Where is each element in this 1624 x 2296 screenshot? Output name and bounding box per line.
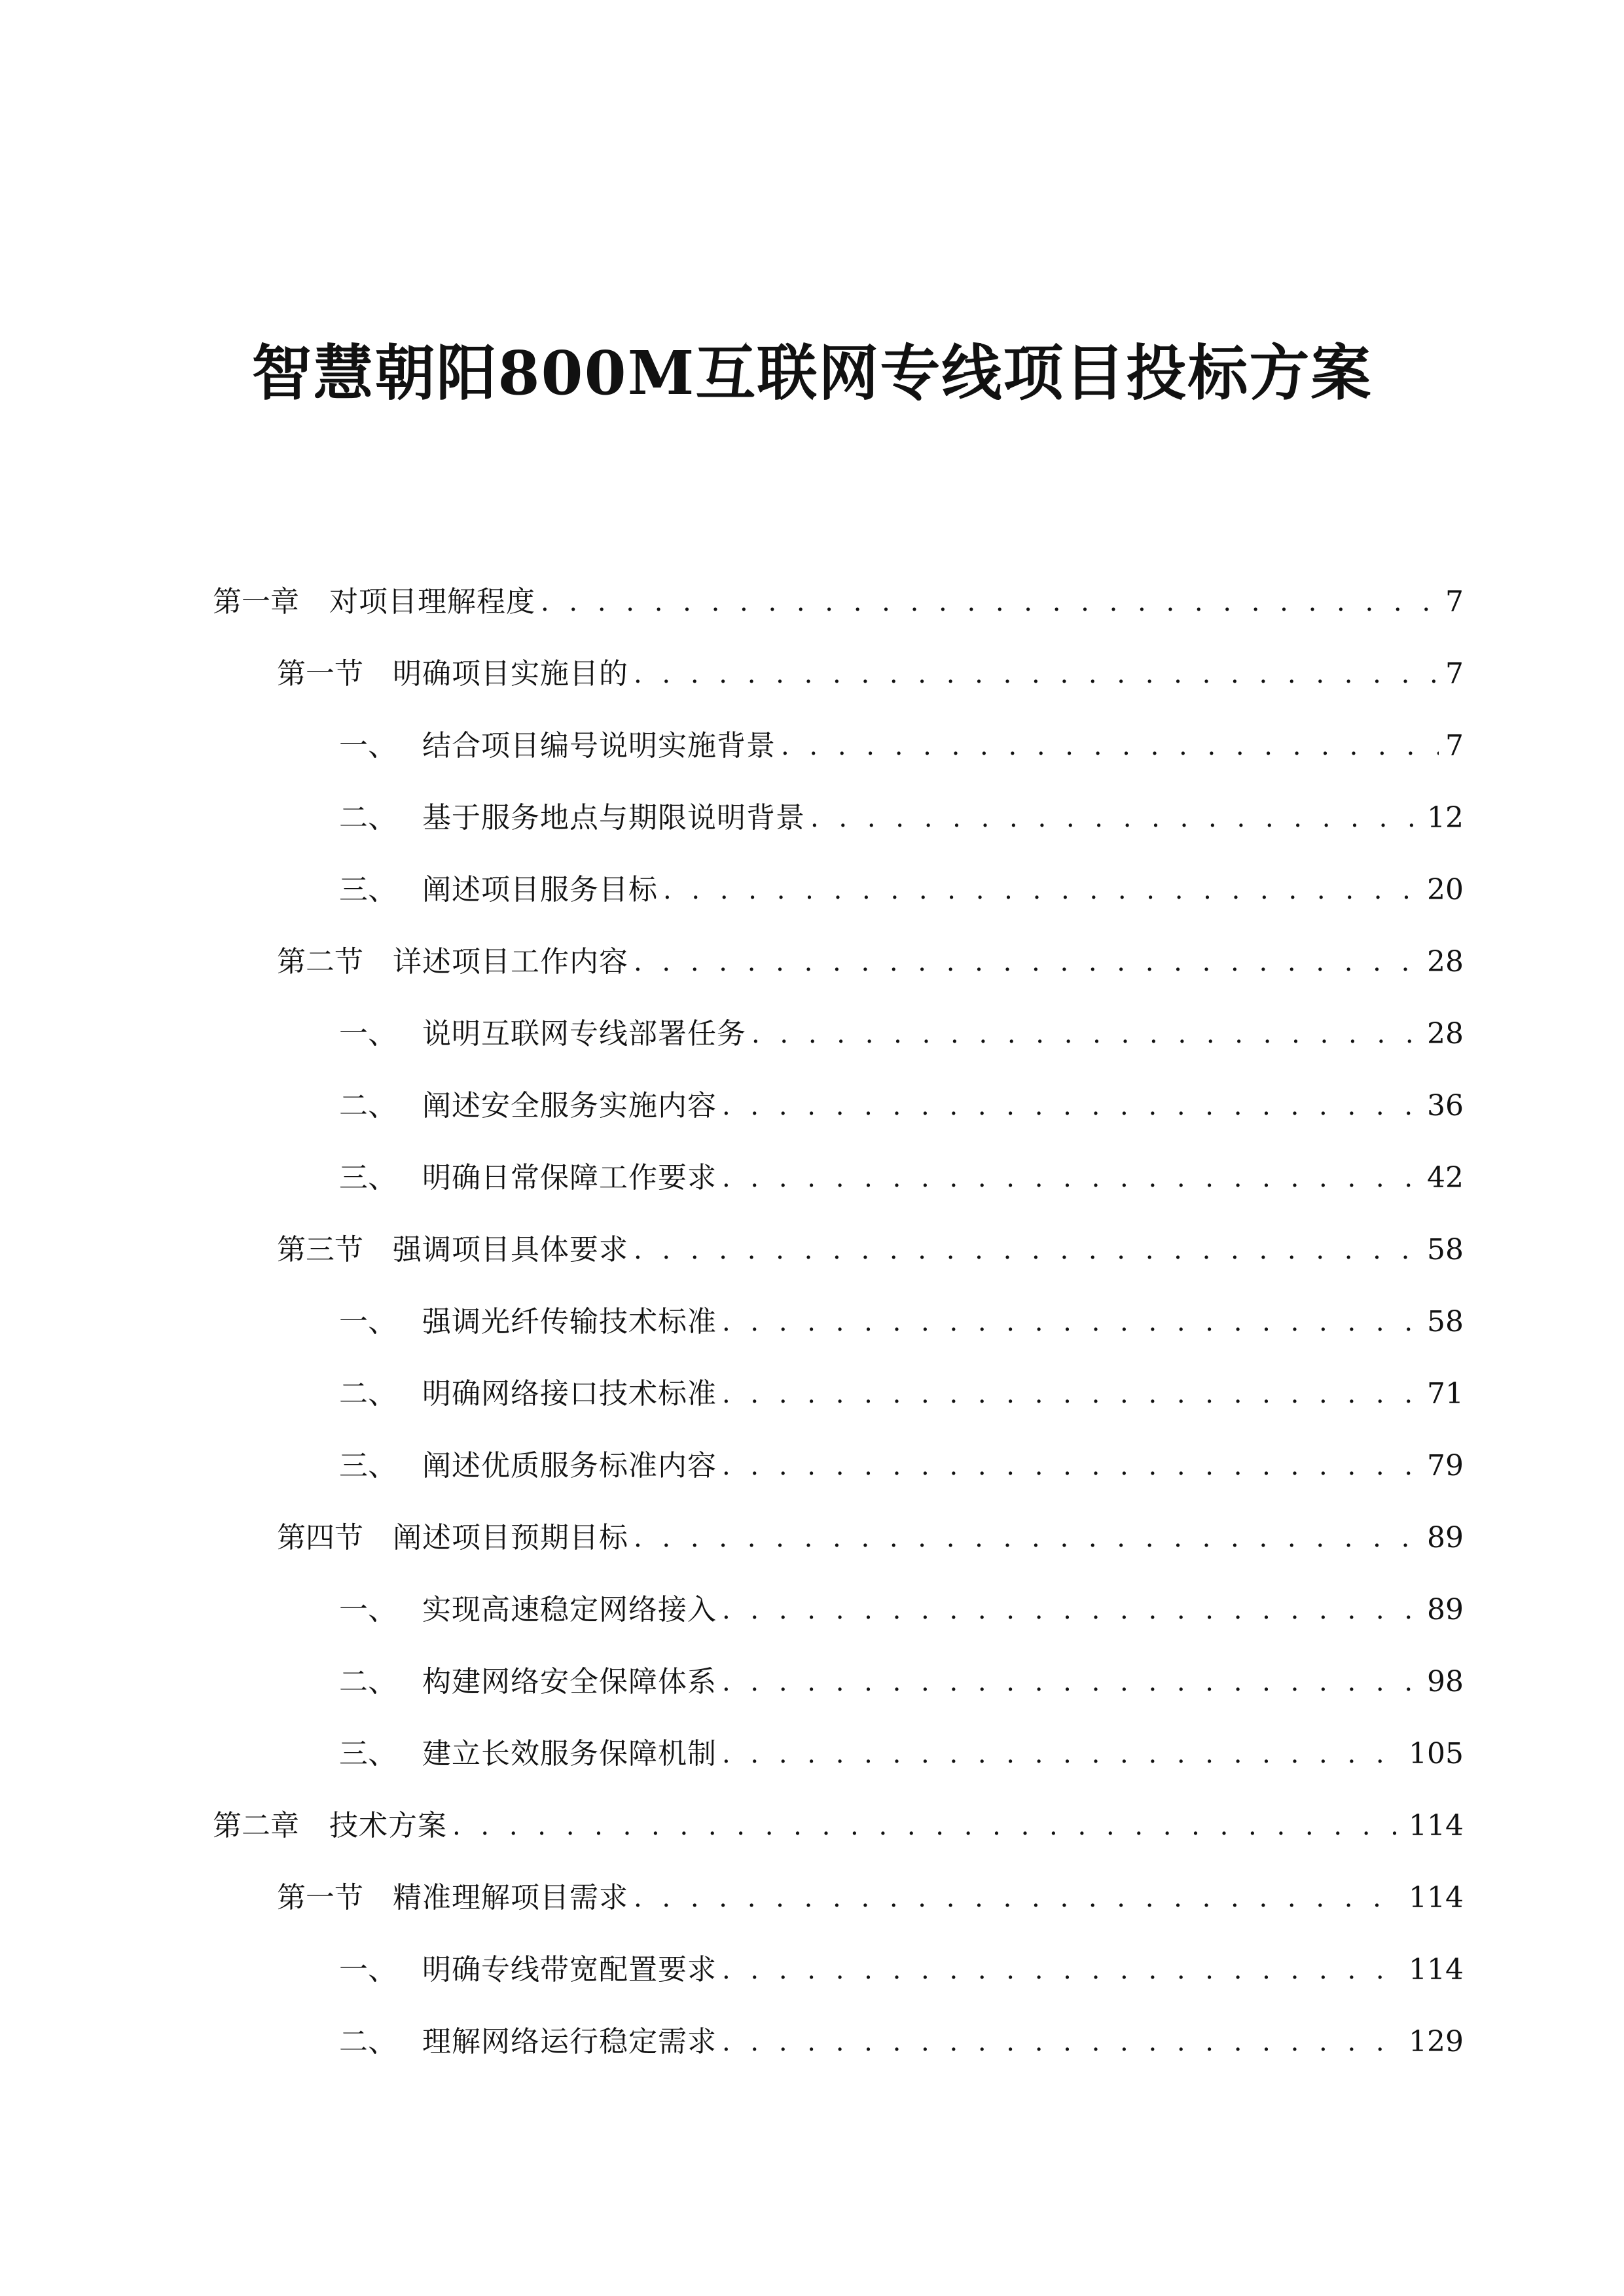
- toc-dot-leader: [541, 583, 1439, 622]
- toc-entry[interactable]: [339, 1073, 1464, 1126]
- toc-dot-leader: [722, 1662, 1420, 1702]
- toc-entry-title: 精准理解项目需求: [393, 1881, 628, 1914]
- toc-entry-number: 一、: [339, 1017, 397, 1050]
- toc-entry-number: 一、: [339, 1953, 397, 1986]
- toc-dot-leader: [634, 1230, 1420, 1270]
- toc-dot-leader: [634, 1878, 1402, 1918]
- toc-dot-leader: [722, 1374, 1420, 1414]
- toc-entry[interactable]: [339, 1577, 1464, 1630]
- toc-entry-page: 42: [1427, 1161, 1464, 1194]
- toc-entry-page: 89: [1427, 1593, 1464, 1626]
- toc-entry-number: 三、: [339, 1161, 397, 1194]
- toc-entry-page: 12: [1427, 801, 1464, 834]
- toc-dot-leader: [722, 1446, 1420, 1486]
- toc-entry-number: 第一节: [277, 1881, 363, 1914]
- toc-entry-number: 第一章: [213, 585, 299, 619]
- toc-entry[interactable]: [339, 1361, 1464, 1414]
- toc-dot-leader: [722, 1950, 1402, 1990]
- toc-entry-title: 构建网络安全保障体系: [422, 1665, 717, 1698]
- toc-entry[interactable]: [277, 929, 1464, 982]
- toc-entry-title: 阐述项目预期目标: [393, 1521, 628, 1554]
- toc-entry-page: 89: [1427, 1521, 1464, 1554]
- toc-entry-number: 第二章: [213, 1809, 299, 1842]
- toc-entry-page: 105: [1409, 1737, 1464, 1770]
- toc-entry-page: 114: [1409, 1809, 1464, 1842]
- toc-dot-leader: [722, 1086, 1420, 1126]
- toc-dot-leader: [722, 2022, 1402, 2062]
- toc-entry-title: 强调光纤传输技术标准: [422, 1305, 717, 1338]
- toc-entry[interactable]: [339, 1721, 1464, 1774]
- toc-dot-leader: [663, 870, 1420, 910]
- toc-entry[interactable]: [339, 1289, 1464, 1342]
- toc-entry[interactable]: [339, 1145, 1464, 1198]
- toc-dot-leader: [634, 655, 1439, 694]
- toc-entry-number: 第二节: [277, 945, 363, 978]
- toc-entry-title: 详述项目工作内容: [393, 945, 628, 978]
- toc-dot-leader: [634, 942, 1420, 982]
- toc-entry-title: 明确项目实施目的: [393, 657, 628, 691]
- toc-entry-page: 58: [1427, 1305, 1464, 1338]
- toc-entry[interactable]: [339, 2009, 1464, 2062]
- toc-entry-title: 实现高速稳定网络接入: [422, 1593, 717, 1626]
- toc-entry-page: 28: [1427, 945, 1464, 978]
- toc-entry-number: 二、: [339, 1377, 397, 1410]
- toc-entry[interactable]: [339, 713, 1464, 766]
- toc-entry-page: 98: [1427, 1665, 1464, 1698]
- toc-entry-page: 114: [1409, 1881, 1464, 1914]
- toc-dot-leader: [751, 1014, 1420, 1054]
- toc-entry-title: 明确网络接口技术标准: [422, 1377, 717, 1410]
- toc-entry-page: 36: [1427, 1089, 1464, 1122]
- toc-entry-title: 技术方案: [329, 1809, 447, 1842]
- toc-entry-title: 阐述优质服务标准内容: [422, 1449, 717, 1482]
- toc-entry-number: 第四节: [277, 1521, 363, 1554]
- toc-entry-number: 二、: [339, 2025, 397, 2058]
- toc-entry-number: 二、: [339, 801, 397, 834]
- toc-entry-number: 一、: [339, 1305, 397, 1338]
- toc-entry-number: 一、: [339, 729, 397, 762]
- toc-entry-page: 114: [1409, 1953, 1464, 1986]
- toc-entry-page: 71: [1427, 1377, 1464, 1410]
- toc-entry-number: 第三节: [277, 1233, 363, 1266]
- toc-entry-number: 第一节: [277, 657, 363, 691]
- toc-dot-leader: [722, 1734, 1402, 1774]
- toc-entry-page: 58: [1427, 1233, 1464, 1266]
- toc-entry-title: 基于服务地点与期限说明背景: [422, 801, 805, 834]
- toc-entry[interactable]: [339, 1649, 1464, 1702]
- toc-entry-page: 129: [1409, 2025, 1464, 2058]
- toc-entry-title: 明确日常保障工作要求: [422, 1161, 717, 1194]
- toc-entry-page: 20: [1427, 873, 1464, 906]
- toc-entry-number: 一、: [339, 1593, 397, 1626]
- toc-entry-title: 建立长效服务保障机制: [422, 1737, 717, 1770]
- toc-entry[interactable]: [277, 1217, 1464, 1270]
- toc-entry[interactable]: [277, 641, 1464, 694]
- toc-entry[interactable]: [339, 785, 1464, 838]
- toc-dot-leader: [810, 798, 1420, 838]
- toc-entry[interactable]: [277, 1505, 1464, 1558]
- toc-entry-title: 明确专线带宽配置要求: [422, 1953, 717, 1986]
- toc-entry-number: 二、: [339, 1089, 397, 1122]
- toc-entry-number: 二、: [339, 1665, 397, 1698]
- toc-entry-page: 7: [1445, 657, 1464, 691]
- toc-entry-title: 对项目理解程度: [329, 585, 535, 619]
- toc-dot-leader: [452, 1806, 1402, 1846]
- toc-entry-number: 三、: [339, 1737, 397, 1770]
- toc-entry[interactable]: [213, 1793, 1464, 1846]
- toc-entry-page: 7: [1445, 585, 1464, 619]
- toc-dot-leader: [722, 1302, 1420, 1342]
- toc-entry[interactable]: [339, 857, 1464, 910]
- toc-entry-title: 说明互联网专线部署任务: [422, 1017, 746, 1050]
- toc-dot-leader: [722, 1158, 1420, 1198]
- toc-entry-number: 三、: [339, 1449, 397, 1482]
- toc-entry[interactable]: [213, 569, 1464, 622]
- document-title: 智慧朝阳800M互联网专线项目投标方案: [251, 338, 1373, 408]
- toc-dot-leader: [781, 726, 1439, 766]
- toc-entry-title: 结合项目编号说明实施背景: [422, 729, 776, 762]
- toc-entry-title: 强调项目具体要求: [393, 1233, 628, 1266]
- toc-entry[interactable]: [339, 1001, 1464, 1054]
- toc-dot-leader: [634, 1518, 1420, 1558]
- toc-dot-leader: [722, 1590, 1420, 1630]
- toc-entry-title: 阐述项目服务目标: [422, 873, 658, 906]
- toc-entry-title: 理解网络运行稳定需求: [422, 2025, 717, 2058]
- toc-entry-page: 7: [1445, 729, 1464, 762]
- toc-entry[interactable]: [339, 1937, 1464, 1990]
- toc-entry-title: 阐述安全服务实施内容: [422, 1089, 717, 1122]
- toc-entry-page: 79: [1427, 1449, 1464, 1482]
- toc-entry[interactable]: [339, 1433, 1464, 1486]
- toc-entry-number: 三、: [339, 873, 397, 906]
- toc-entry[interactable]: [277, 1865, 1464, 1918]
- toc-entry-page: 28: [1427, 1017, 1464, 1050]
